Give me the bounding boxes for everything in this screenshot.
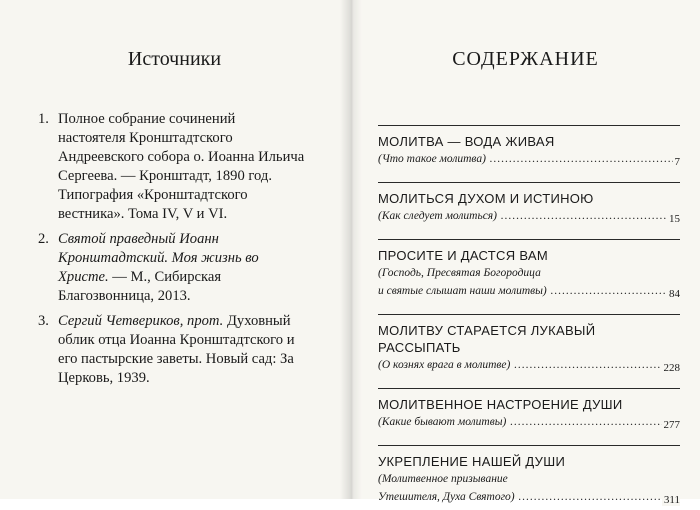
source-item xyxy=(38,110,306,224)
toc-entry xyxy=(378,239,680,304)
toc-entry-subtitle: (Какие бывают молитвы) ..... xyxy=(378,413,680,431)
toc-entry xyxy=(378,314,680,378)
source-number: 2. xyxy=(38,231,49,247)
toc-page-number: 228 xyxy=(663,362,680,374)
source-author: Святой праведный Иоанн Кронштадтский. Моя жизнь во Христе. xyxy=(58,231,259,285)
toc-page-number: 7 xyxy=(674,156,680,168)
toc-entry-subtitle: (О кознях врага в молитве) ..... xyxy=(378,356,680,374)
right-page xyxy=(351,0,700,506)
toc-entry xyxy=(378,182,680,229)
toc-entry xyxy=(378,388,680,435)
toc-entry-title: УКРЕПЛЕНИЕ НАШЕЙ ДУШИ xyxy=(378,454,566,469)
left-page xyxy=(0,0,349,499)
toc-entry-title: МОЛИТВЕННОЕ НАСТРОЕНИЕ ДУШИ xyxy=(378,397,623,412)
toc-page-number: 311 xyxy=(663,494,680,506)
toc-entry-title: МОЛИТВА — ВОДА ЖИВАЯ xyxy=(378,134,555,149)
toc-page-number: 277 xyxy=(663,419,680,431)
toc-entry-title: МОЛИТВУ СТАРАЕТСЯ ЛУКАВЫЙ РАССЫПАТЬ xyxy=(378,323,596,355)
toc-entry-subtitle-block xyxy=(378,413,680,435)
source-text: — М., Сибирская Благозвонница, 2013. xyxy=(58,269,222,304)
sources-heading: Источники xyxy=(127,48,222,70)
toc-entry-subtitle: (Молитвенное призывание xyxy=(378,473,508,485)
sources-list xyxy=(38,110,306,394)
source-author: Сергий Четвериков, прот. xyxy=(58,313,224,329)
source-text: Духовный облик отца Иоанна Кронштадтского и его пастырские заветы. Новый сад: За Церковь, 1939. xyxy=(58,313,295,386)
toc-entry-subtitle-block xyxy=(378,264,680,304)
toc-entry-subtitle-block xyxy=(378,207,680,229)
contents-heading: СОДЕРЖАНИЕ xyxy=(452,48,599,70)
toc-entry-subtitle: (Что такое молитва) ..... xyxy=(378,150,680,168)
source-item xyxy=(38,230,306,306)
toc-entry-subtitle: и святые слышат наши молитвы) ..... xyxy=(378,282,680,300)
toc-entry-subtitle: Утешителя, Духа Святого) ..... xyxy=(378,488,680,506)
toc-page-number: 84 xyxy=(669,288,680,300)
toc-entry xyxy=(378,125,680,172)
toc-entry xyxy=(378,445,680,510)
toc-entry-subtitle: (Как следует молиться) ..... xyxy=(378,207,680,225)
toc-entry-title: МОЛИТЬСЯ ДУХОМ И ИСТИНОЮ xyxy=(378,191,594,206)
source-number: 3. xyxy=(38,313,49,329)
toc-entry-subtitle-block xyxy=(378,470,680,510)
toc-entry-subtitle-block xyxy=(378,150,680,172)
toc-entry-title: ПРОСИТЕ И ДАСТСЯ ВАМ xyxy=(378,248,548,263)
source-text: Полное собрание сочинений настоятеля Кронштадтского Андреевского собора о. Иоанна Ильича Сергеева. — Кронштадт, 1890 год. Типография «Кронштадтского вестника». Тома IV, V и VI. xyxy=(58,111,305,222)
toc-page-number: 15 xyxy=(669,213,680,225)
toc-entry-subtitle: (Господь, Пресвятая Богородица xyxy=(378,267,541,279)
book-gutter xyxy=(340,0,362,499)
source-number: 1. xyxy=(38,111,49,127)
source-item xyxy=(38,312,306,388)
table-of-contents xyxy=(378,125,680,510)
toc-entry-subtitle-block xyxy=(378,356,680,378)
